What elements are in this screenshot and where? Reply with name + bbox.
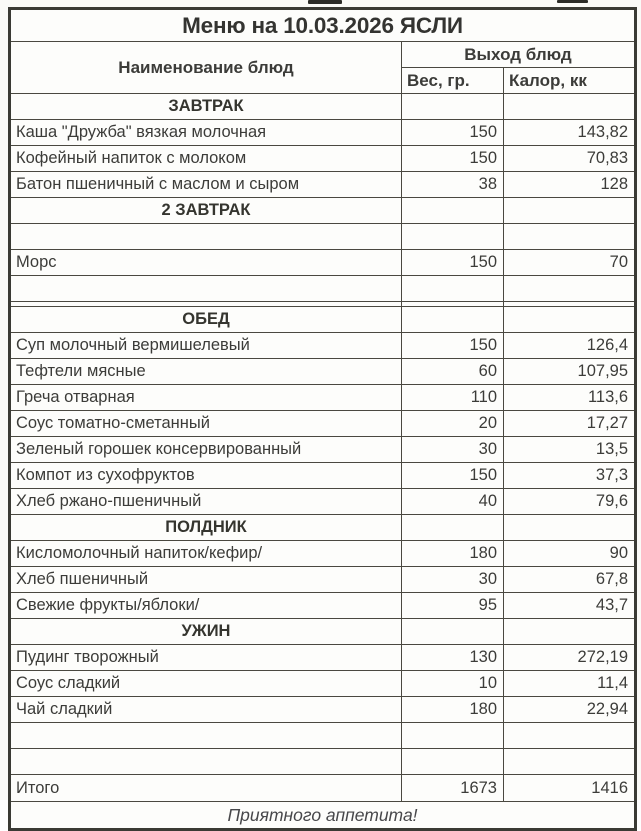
menu-row	[10, 593, 636, 619]
dish-name: Пудинг творожный	[10, 645, 402, 671]
column-header-output-group: Выход блюд	[402, 42, 636, 68]
dish-weight: 38	[402, 172, 504, 198]
total-label: Итого	[10, 775, 402, 802]
menu-row	[10, 385, 636, 411]
menu-row	[10, 120, 636, 146]
section-label: ОБЕД	[10, 307, 402, 333]
dish-calories: 22,94	[504, 697, 636, 723]
section-weight-cell	[402, 619, 504, 645]
menu-title: Меню на 10.03.2026 ЯСЛИ	[10, 9, 636, 42]
menu-row	[10, 250, 636, 276]
section-row	[10, 619, 636, 645]
menu-rows	[10, 94, 636, 802]
dish-weight: 10	[402, 671, 504, 697]
dish-name: Хлеб ржано-пшеничный	[10, 489, 402, 515]
dish-name: Соус томатно-сметанный	[10, 411, 402, 437]
section-weight-cell	[402, 198, 504, 224]
section-calories-cell	[504, 307, 636, 333]
dish-name: Суп молочный вермишелевый	[10, 333, 402, 359]
dish-weight: 95	[402, 593, 504, 619]
dish-name: Хлеб пшеничный	[10, 567, 402, 593]
empty-cell	[10, 276, 402, 302]
dish-calories: 90	[504, 541, 636, 567]
empty-cell	[504, 749, 636, 775]
section-weight-cell	[402, 307, 504, 333]
empty-cell	[504, 276, 636, 302]
dish-calories: 67,8	[504, 567, 636, 593]
dish-name: Батон пшеничный с маслом и сыром	[10, 172, 402, 198]
empty-row	[10, 723, 636, 749]
section-calories-cell	[504, 515, 636, 541]
dish-calories: 272,19	[504, 645, 636, 671]
dish-calories: 70	[504, 250, 636, 276]
empty-row	[10, 224, 636, 250]
section-row	[10, 198, 636, 224]
scan-artifact-top-left	[308, 0, 342, 4]
menu-row	[10, 645, 636, 671]
dish-calories: 37,3	[504, 463, 636, 489]
section-calories-cell	[504, 94, 636, 120]
footer-message: Приятного аппетита!	[10, 802, 636, 830]
section-label: 2 ЗАВТРАК	[10, 198, 402, 224]
section-calories-cell	[504, 198, 636, 224]
dish-calories: 17,27	[504, 411, 636, 437]
dish-name: Морс	[10, 250, 402, 276]
section-row	[10, 515, 636, 541]
menu-row	[10, 671, 636, 697]
footer-row	[10, 802, 636, 830]
dish-weight: 150	[402, 333, 504, 359]
dish-weight: 150	[402, 120, 504, 146]
dish-weight: 180	[402, 697, 504, 723]
section-row	[10, 307, 636, 333]
dish-calories: 11,4	[504, 671, 636, 697]
empty-cell	[504, 224, 636, 250]
dish-name: Чай сладкий	[10, 697, 402, 723]
empty-cell	[504, 723, 636, 749]
menu-row	[10, 146, 636, 172]
menu-row	[10, 489, 636, 515]
menu-row	[10, 172, 636, 198]
menu-row	[10, 567, 636, 593]
dish-weight: 110	[402, 385, 504, 411]
menu-row	[10, 411, 636, 437]
dish-name: Соус сладкий	[10, 671, 402, 697]
header-row-group	[10, 42, 636, 68]
empty-cell	[402, 276, 504, 302]
empty-cell	[402, 224, 504, 250]
dish-weight: 60	[402, 359, 504, 385]
dish-weight: 1673	[402, 775, 504, 802]
section-label: ЗАВТРАК	[10, 94, 402, 120]
dish-weight: 30	[402, 567, 504, 593]
section-calories-cell	[504, 619, 636, 645]
dish-calories: 113,6	[504, 385, 636, 411]
section-label: ПОЛДНИК	[10, 515, 402, 541]
menu-row	[10, 463, 636, 489]
dish-name: Каша "Дружба" вязкая молочная	[10, 120, 402, 146]
dish-name: Греча отварная	[10, 385, 402, 411]
menu-row	[10, 333, 636, 359]
dish-calories: 70,83	[504, 146, 636, 172]
title-row	[10, 9, 636, 42]
empty-cell	[402, 749, 504, 775]
dish-calories: 43,7	[504, 593, 636, 619]
menu-row	[10, 359, 636, 385]
dish-name: Кисломолочный напиток/кефир/	[10, 541, 402, 567]
section-label: УЖИН	[10, 619, 402, 645]
scan-artifact-top-right	[557, 0, 588, 3]
dish-calories: 107,95	[504, 359, 636, 385]
dish-calories: 126,4	[504, 333, 636, 359]
menu-row	[10, 541, 636, 567]
dish-weight: 30	[402, 437, 504, 463]
dish-calories: 128	[504, 172, 636, 198]
dish-weight: 150	[402, 250, 504, 276]
empty-cell	[402, 723, 504, 749]
menu-row	[10, 437, 636, 463]
dish-weight: 150	[402, 146, 504, 172]
dish-name: Зеленый горошек консервированный	[10, 437, 402, 463]
dish-weight: 150	[402, 463, 504, 489]
empty-cell	[10, 723, 402, 749]
column-header-dish-name: Наименование блюд	[10, 42, 402, 94]
menu-table	[8, 7, 637, 831]
section-weight-cell	[402, 94, 504, 120]
column-header-calories: Калор, кк	[504, 68, 636, 94]
empty-row	[10, 749, 636, 775]
dish-name: Свежие фрукты/яблоки/	[10, 593, 402, 619]
total-row	[10, 775, 636, 802]
dish-name: Тефтели мясные	[10, 359, 402, 385]
dish-weight: 20	[402, 411, 504, 437]
dish-calories: 1416	[504, 775, 636, 802]
dish-calories: 143,82	[504, 120, 636, 146]
menu-row	[10, 697, 636, 723]
section-row	[10, 94, 636, 120]
empty-cell	[10, 749, 402, 775]
dish-name: Кофейный напиток с молоком	[10, 146, 402, 172]
dish-weight: 40	[402, 489, 504, 515]
dish-calories: 79,6	[504, 489, 636, 515]
column-header-weight: Вес, гр.	[402, 68, 504, 94]
dish-weight: 130	[402, 645, 504, 671]
section-weight-cell	[402, 515, 504, 541]
empty-row	[10, 276, 636, 302]
empty-cell	[10, 224, 402, 250]
dish-calories: 13,5	[504, 437, 636, 463]
dish-name: Компот из сухофруктов	[10, 463, 402, 489]
dish-weight: 180	[402, 541, 504, 567]
